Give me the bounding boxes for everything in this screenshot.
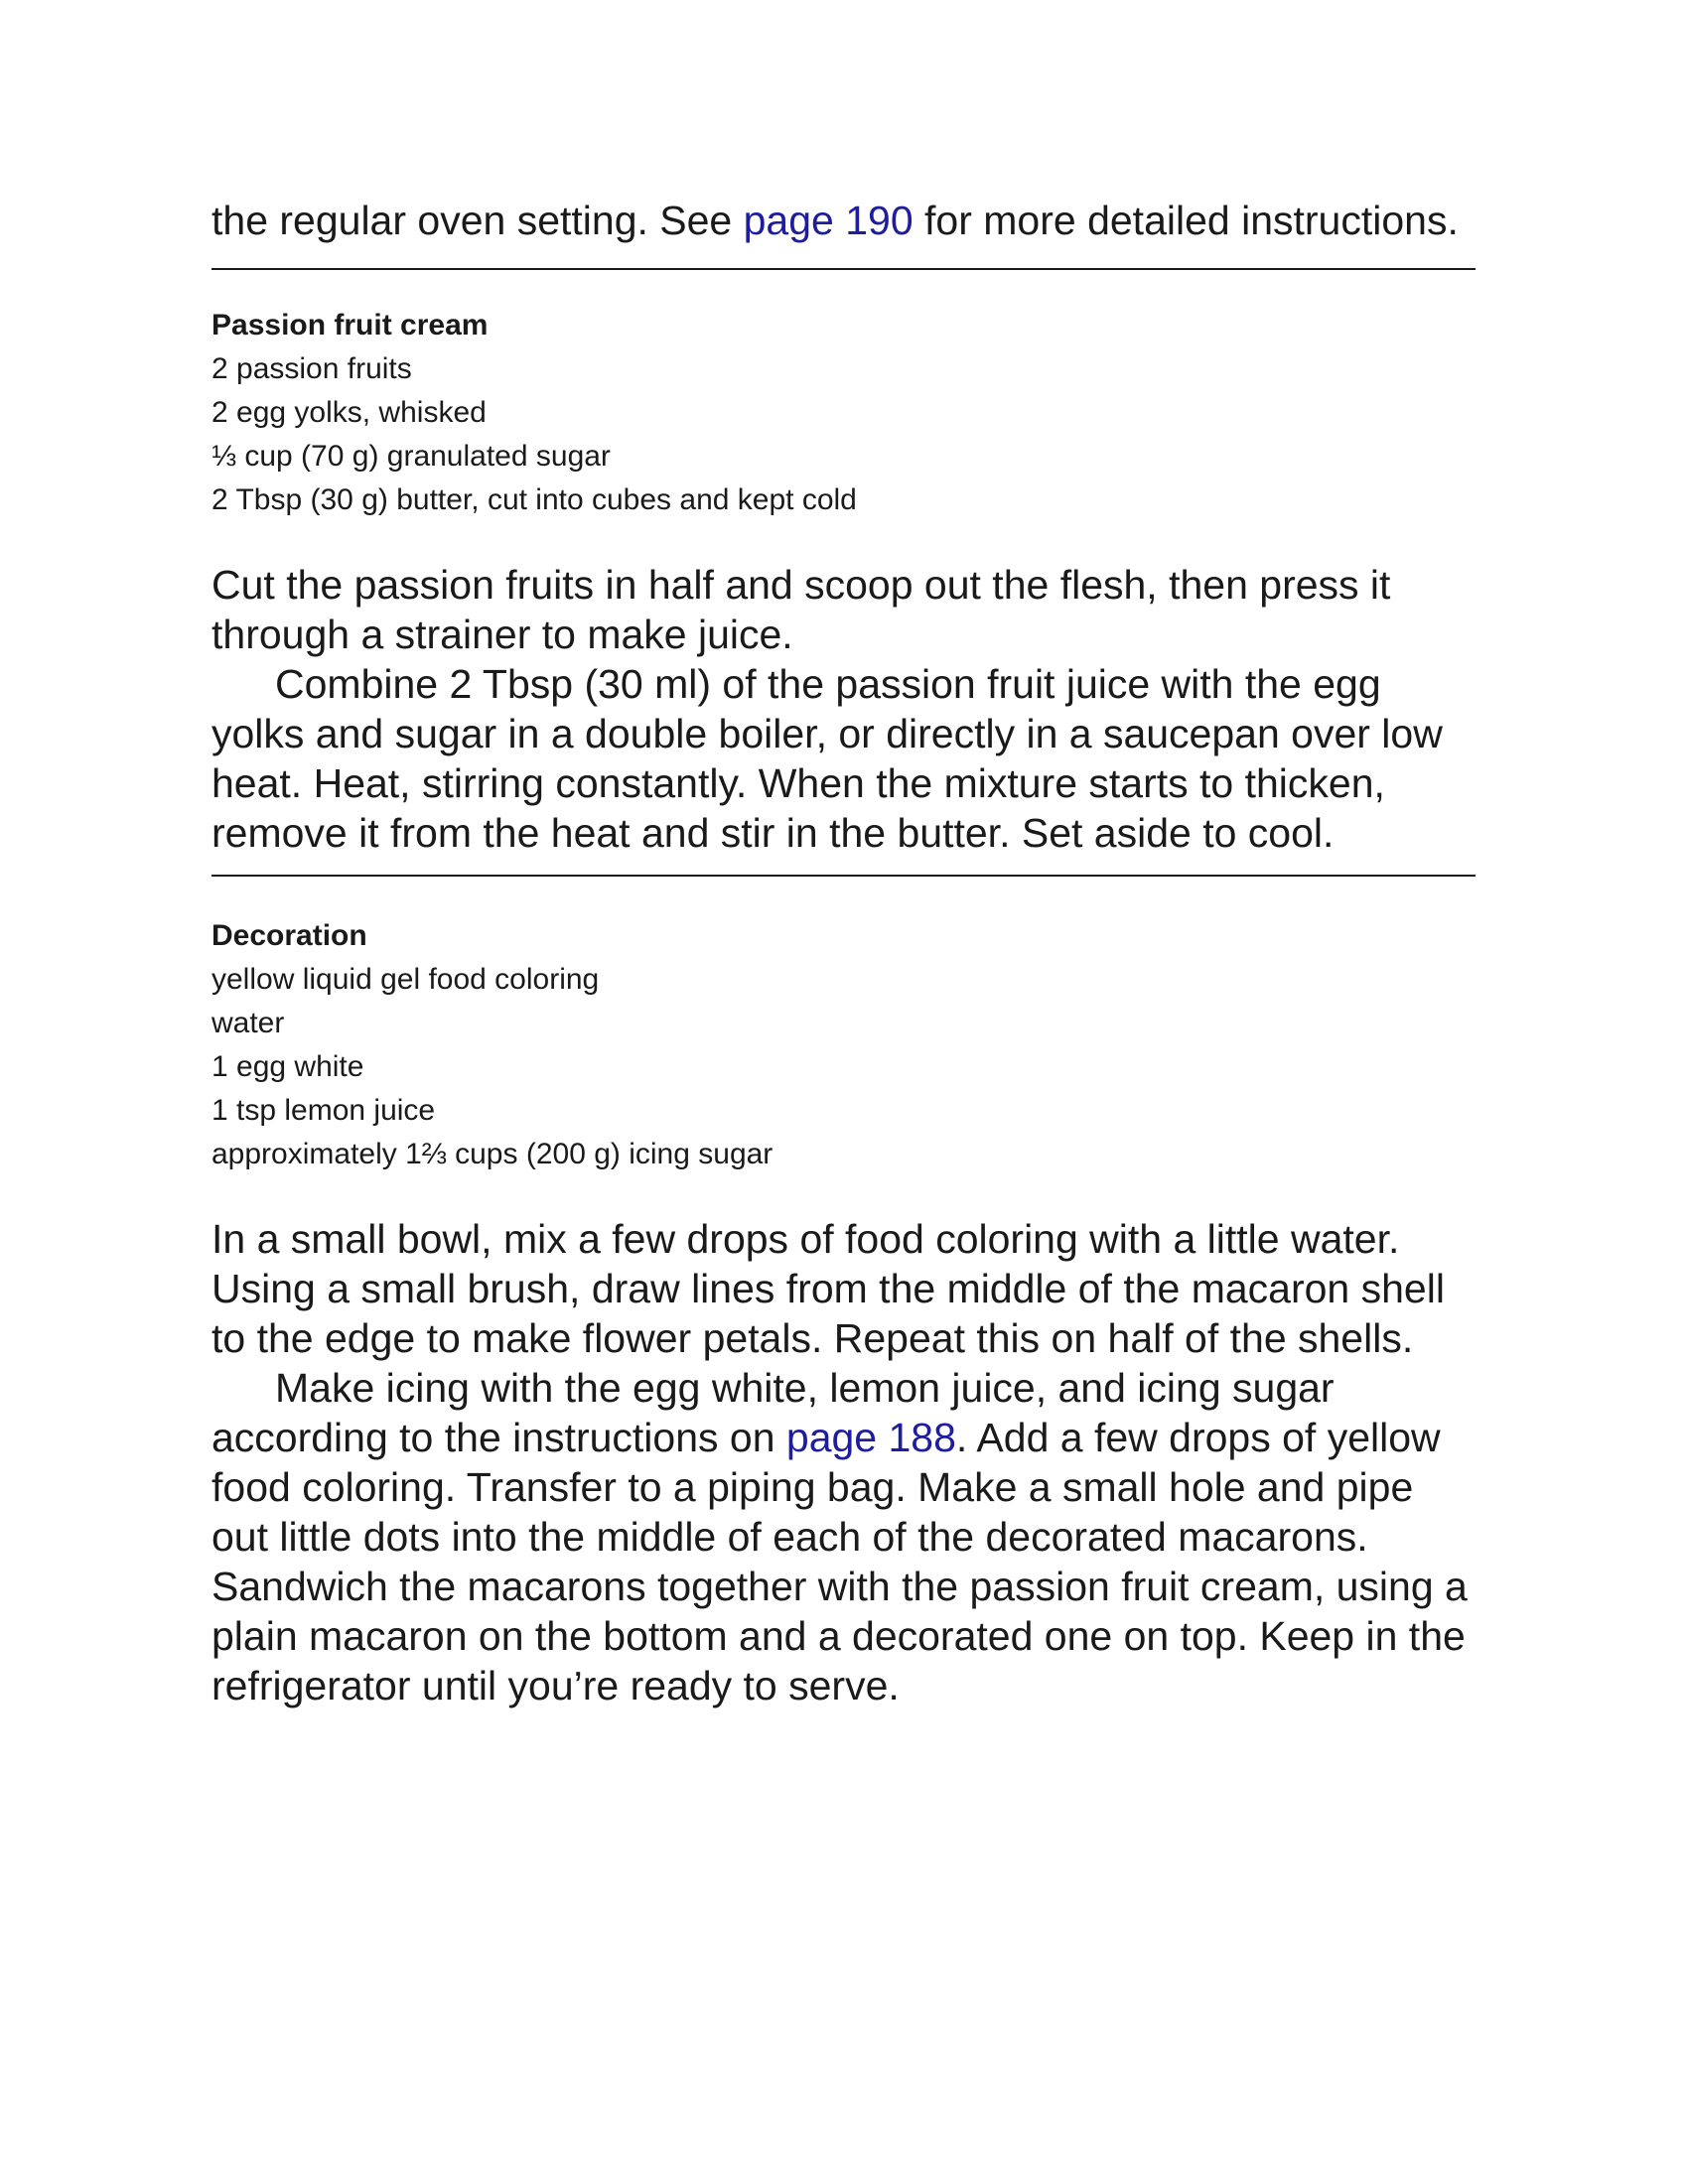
section-title: Decoration [211,919,367,952]
ingredient-item: ⅓ cup (70 g) granulated sugar [211,440,611,473]
section-divider [211,875,1476,877]
ingredient-item: 2 Tbsp (30 g) butter, cut into cubes and kept cold [211,483,857,516]
ingredient-item: 1 egg white [211,1050,364,1083]
section-divider [211,268,1476,270]
decoration-ingredients [211,914,1476,1176]
intro-paragraph [211,196,1476,245]
passion-fruit-cream-ingredients [211,304,1476,522]
method-paragraph [211,1363,1476,1710]
decoration-method [211,1214,1476,1710]
document-page [211,196,1476,1710]
method-paragraph: In a small bowl, mix a few drops of food coloring with a little water. Using a small brush, draw lines from the middle of the macaron shell to the edge to make flower petals. Repeat this on half of the shells. [211,1216,1445,1361]
intro-text-before: the regular oven setting. See [211,198,744,243]
ingredient-item: water [211,1007,285,1039]
ingredient-item: 1 tsp lemon juice [211,1094,436,1127]
ingredient-item: approximately 1⅔ cups (200 g) icing sugar [211,1138,774,1170]
section-title: Passion fruit cream [211,309,489,341]
page-190-link[interactable]: page 190 [743,198,914,243]
ingredient-item: yellow liquid gel food coloring [211,963,600,996]
final-text-before: Make icing with the egg white, lemon juice, and icing sugar according to the instructions on [211,1365,1335,1460]
method-paragraph: Cut the passion fruits in half and scoop out the flesh, then press it through a strainer to make juice. [211,562,1391,657]
ingredient-item: 2 passion fruits [211,352,412,385]
method-paragraph: Combine 2 Tbsp (30 ml) of the passion fruit juice with the egg yolks and sugar in a double boiler, or directly in a saucepan over low heat. Heat, stirring constantly. When the mixture starts to thicken, remove it from the heat and stir in the butter. Set aside to cool. [211,661,1443,856]
intro-text-after: for more detailed instructions. [913,198,1459,243]
final-text-after: . Add a few drops of yellow food coloring. Transfer to a piping bag. Make a small hole and pipe out little dots into the middle of each of the decorated macarons. Sandwich the macarons together with the passion fruit cream, using a plain macaron on the bottom and a decorated one on top. Keep in the refrigerator until you’re ready to serve. [211,1415,1468,1708]
page-188-link[interactable]: page 188 [785,1415,956,1460]
passion-fruit-cream-method [211,560,1476,858]
ingredient-item: 2 egg yolks, whisked [211,396,487,429]
